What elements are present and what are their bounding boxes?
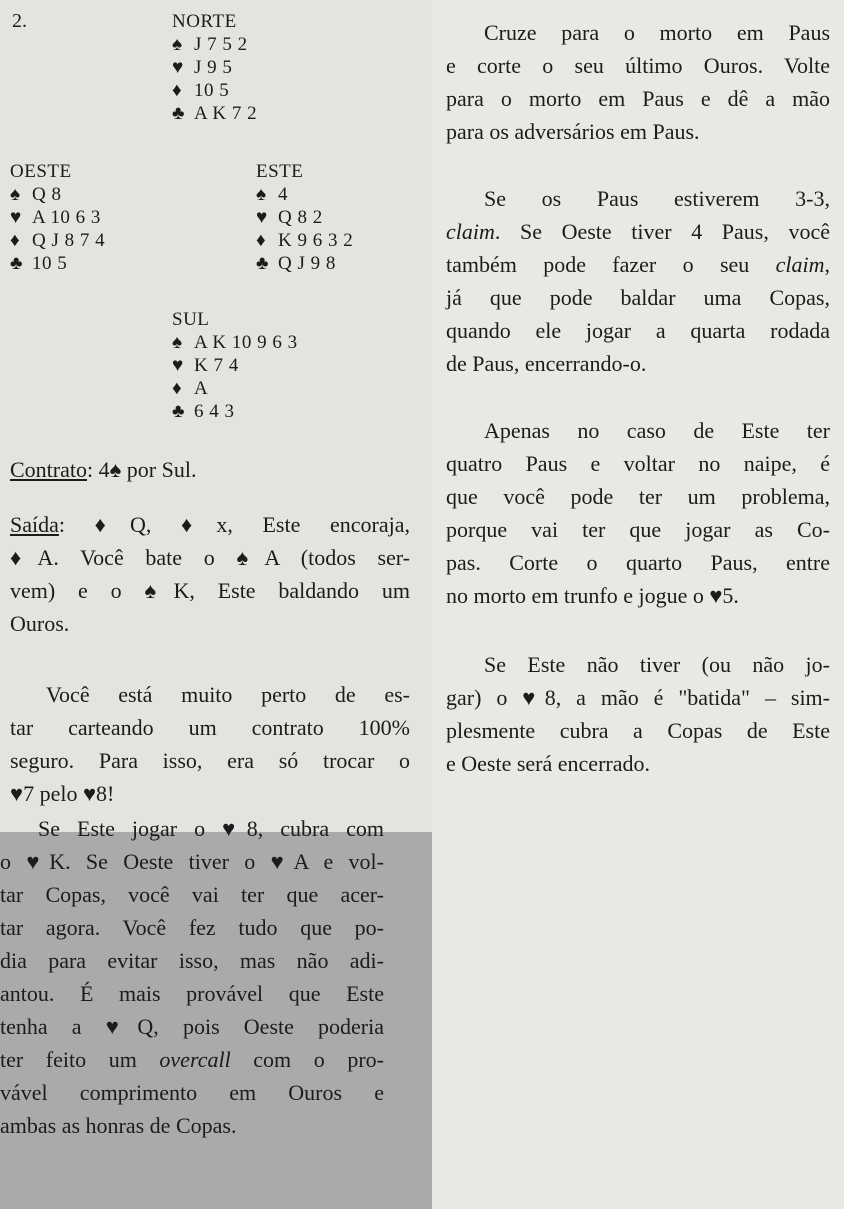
- north-hearts: J 9 5: [194, 57, 233, 78]
- east-diamonds: K 9 6 3 2: [278, 230, 354, 251]
- contract: [10, 455, 196, 485]
- lead-line: : ♦Q, ♦x, Este encoraja,: [58, 512, 410, 537]
- heart-icon: ♥: [256, 207, 268, 228]
- text-line: para os adversários em Paus.: [446, 119, 700, 144]
- right-paragraph-3: [446, 414, 830, 612]
- note-line: tar carteando um contrato 100%: [10, 715, 410, 740]
- text-line: plesmente cubra a Copas de Este: [446, 718, 830, 743]
- heart-icon: ♥: [10, 207, 22, 228]
- text-line: Se Este não tiver (ou não jo-: [484, 652, 830, 677]
- spade-icon: ♠: [256, 184, 267, 205]
- heart-icon: ♥: [172, 57, 184, 78]
- note-paragraph: [10, 678, 410, 810]
- text-line: de Paus, encerrando-o.: [446, 351, 647, 376]
- contract-value: : 4♠ por Sul.: [87, 457, 197, 482]
- hand-south: [172, 308, 298, 423]
- diamond-icon: ♦: [172, 378, 183, 399]
- hand-west: [10, 160, 105, 275]
- text-line: ter feito um overcall com o pro-: [0, 1047, 384, 1072]
- text-line: Cruze para o morto em Paus: [484, 20, 830, 45]
- text-line: tenha a ♥Q, pois Oeste poderia: [0, 1014, 384, 1039]
- text-line: e corte o seu último Ouros. Volte: [446, 53, 830, 78]
- north-diamonds: 10 5: [194, 80, 230, 101]
- hand-north: [172, 10, 257, 125]
- contract-label: Contrato: [10, 457, 87, 482]
- note-line: seguro. Para isso, era só trocar o: [10, 748, 410, 773]
- north-spades: J 7 5 2: [194, 34, 248, 55]
- west-hearts: A 10 6 3: [32, 207, 101, 228]
- text-line: ambas as honras de Copas.: [0, 1113, 237, 1138]
- text-line: porque vai ter que jogar as Co-: [446, 517, 830, 542]
- text-line: Se os Paus estiverem 3-3,: [484, 186, 830, 211]
- text-line: no morto em trunfo e jogue o ♥5.: [446, 583, 739, 608]
- text-line: e Oeste será encerrado.: [446, 751, 650, 776]
- club-icon: ♣: [256, 253, 269, 274]
- lead-line: vem) e o ♠K, Este baldando um: [10, 578, 410, 603]
- lead-paragraph: [10, 508, 410, 640]
- hand-east: [256, 160, 353, 275]
- text-line: quatro Paus e voltar no naipe, é: [446, 451, 830, 476]
- lead-line: ♦A. Você bate o ♠A (todos ser-: [10, 545, 410, 570]
- east-clubs: Q J 9 8: [278, 253, 336, 274]
- note-line: ♥7 pelo ♥8!: [10, 781, 115, 806]
- south-diamonds: A: [194, 378, 209, 399]
- club-icon: ♣: [172, 103, 185, 124]
- note-line: Você está muito perto de es-: [46, 682, 410, 707]
- text-line: pas. Corte o quarto Paus, entre: [446, 550, 830, 575]
- west-spades: Q 8: [32, 184, 62, 205]
- text-line: já que pode baldar uma Copas,: [446, 285, 830, 310]
- west-diamonds: Q J 8 7 4: [32, 230, 106, 251]
- hand-north-title: NORTE: [172, 11, 237, 32]
- right-paragraph-5: [0, 812, 384, 1142]
- spade-icon: ♠: [172, 332, 183, 353]
- diamond-icon: ♦: [256, 230, 267, 251]
- diamond-icon: ♦: [10, 230, 21, 251]
- hand-east-title: ESTE: [256, 161, 304, 182]
- right-paragraph-4: [446, 648, 830, 780]
- text-line: também pode fazer o seu claim,: [446, 252, 830, 277]
- text-line: claim. Se Oeste tiver 4 Paus, você: [446, 219, 830, 244]
- south-spades: A K 10 9 6 3: [194, 332, 298, 353]
- text-line: que você pode ter um problema,: [446, 484, 830, 509]
- text-line: Apenas no caso de Este ter: [484, 418, 830, 443]
- hand-west-title: OESTE: [10, 161, 72, 182]
- lead-line: Ouros.: [10, 611, 70, 636]
- heart-icon: ♥: [172, 355, 184, 376]
- south-hearts: K 7 4: [194, 355, 239, 376]
- text-line: Se Este jogar o ♥8, cubra com: [38, 816, 384, 841]
- text-line: tar Copas, você vai ter que acer-: [0, 882, 384, 907]
- east-hearts: Q 8 2: [278, 207, 323, 228]
- diamond-icon: ♦: [172, 80, 183, 101]
- west-clubs: 10 5: [32, 253, 68, 274]
- club-icon: ♣: [172, 401, 185, 422]
- right-paragraph-1: [446, 16, 830, 148]
- spade-icon: ♠: [172, 34, 183, 55]
- club-icon: ♣: [10, 253, 23, 274]
- text-line: vável comprimento em Ouros e: [0, 1080, 384, 1105]
- text-line: o ♥K. Se Oeste tiver o ♥A e vol-: [0, 849, 384, 874]
- text-line: quando ele jogar a quarta rodada: [446, 318, 830, 343]
- text-line: para o morto em Paus e dê a mão: [446, 86, 830, 111]
- south-clubs: 6 4 3: [194, 401, 235, 422]
- hand-south-title: SUL: [172, 309, 210, 330]
- text-line: gar) o ♥8, a mão é "batida" – sim-: [446, 685, 830, 710]
- text-line: antou. É mais provável que Este: [0, 981, 384, 1006]
- spade-icon: ♠: [10, 184, 21, 205]
- text-line: dia para evitar isso, mas não adi-: [0, 948, 384, 973]
- problem-number: 2.: [12, 10, 27, 32]
- right-paragraph-2: [446, 182, 830, 380]
- north-clubs: A K 7 2: [194, 103, 258, 124]
- lead-label: Saída: [10, 512, 59, 537]
- text-line: tar agora. Você fez tudo que po-: [0, 915, 384, 940]
- east-spades: 4: [278, 184, 288, 205]
